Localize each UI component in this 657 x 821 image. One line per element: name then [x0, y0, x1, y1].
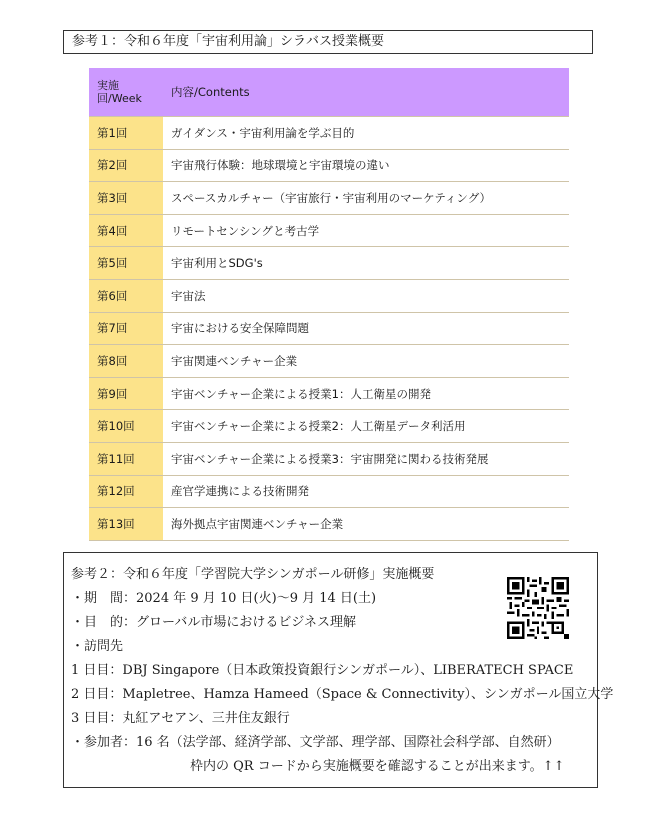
reference-2-box	[63, 552, 614, 788]
content-cell: 海外拠点宇宙関連ベンチャー企業	[163, 508, 569, 541]
reference-1-title: 参考１：令和６年度「宇宙利用論」シラバス授業概要	[72, 34, 385, 49]
syllabus-row	[89, 312, 569, 345]
content-cell: スペースカルチャー（宇宙旅行・宇宙利用のマーケティング）	[163, 182, 569, 215]
qr-note-line: 枠内の QR コードから実施概要を確認することが出来ます。↑↑	[190, 759, 565, 774]
content-cell: 宇宙ベンチャー企業による授業3：宇宙開発に関わる技術発展	[163, 442, 569, 475]
week-cell: 第4回	[89, 214, 163, 247]
week-cell: 第7回	[89, 312, 163, 345]
syllabus-row	[89, 377, 569, 410]
period-line: ・期 間：2024 年 9 月 10 日(火)～9 月 14 日(土)	[71, 591, 377, 606]
week-cell: 第12回	[89, 475, 163, 508]
week-cell: 第5回	[89, 247, 163, 280]
purpose-line: ・目 的：グローバル市場におけるビジネス理解	[71, 615, 356, 630]
content-cell: 宇宙ベンチャー企業による授業2：人工衛星データ利活用	[163, 410, 569, 443]
syllabus-row	[89, 117, 569, 150]
syllabus-row	[89, 279, 569, 312]
content-cell: ガイダンス・宇宙利用論を学ぶ目的	[163, 117, 569, 150]
reference-1-title-box	[63, 30, 593, 54]
syllabus-row	[89, 345, 569, 378]
week-cell: 第2回	[89, 149, 163, 182]
syllabus-body	[89, 117, 569, 541]
day1-line: 1 日目：DBJ Singapore（日本政策投資銀行シンガポール）、LIBERATECH SPACE	[71, 663, 574, 678]
syllabus-row	[89, 410, 569, 443]
content-cell: 宇宙における安全保障問題	[163, 312, 569, 345]
week-cell: 第1回	[89, 117, 163, 150]
day3-line: 3 日目：丸紅アセアン、三井住友銀行	[71, 711, 290, 726]
header-week: 実施回/Week	[89, 68, 163, 117]
week-cell: 第9回	[89, 377, 163, 410]
syllabus-row	[89, 508, 569, 541]
content-cell: 宇宙飛行体験：地球環境と宇宙環境の違い	[163, 149, 569, 182]
qr-code-icon[interactable]	[507, 577, 569, 639]
syllabus-row	[89, 214, 569, 247]
week-cell: 第13回	[89, 508, 163, 541]
day2-line: 2 日目：Mapletree、Hamza Hameed（Space & Connectivity）、シンガポール国立大学	[71, 687, 614, 702]
week-cell: 第10回	[89, 410, 163, 443]
syllabus-row	[89, 475, 569, 508]
header-content: 内容/Contents	[163, 68, 569, 117]
syllabus-table	[89, 68, 569, 541]
week-cell: 第8回	[89, 345, 163, 378]
syllabus-header-row	[89, 68, 569, 117]
content-cell: 宇宙利用とSDG's	[163, 247, 569, 280]
syllabus-row	[89, 442, 569, 475]
syllabus-row	[89, 247, 569, 280]
week-cell: 第6回	[89, 279, 163, 312]
syllabus-row	[89, 149, 569, 182]
content-cell: 宇宙関連ベンチャー企業	[163, 345, 569, 378]
content-cell: 産官学連携による技術開発	[163, 475, 569, 508]
content-cell: リモートセンシングと考古学	[163, 214, 569, 247]
syllabus-table-container	[89, 68, 569, 541]
reference-2-title: 参考２：令和６年度「学習院大学シンガポール研修」実施概要	[71, 567, 435, 582]
week-cell: 第11回	[89, 442, 163, 475]
participants-line: ・参加者：16 名（法学部、経済学部、文学部、理学部、国際社会科学部、自然研）	[71, 735, 560, 750]
content-cell: 宇宙ベンチャー企業による授業1：人工衛星の開発	[163, 377, 569, 410]
visits-line: ・訪問先	[71, 639, 124, 654]
syllabus-row	[89, 182, 569, 215]
week-cell: 第3回	[89, 182, 163, 215]
content-cell: 宇宙法	[163, 279, 569, 312]
